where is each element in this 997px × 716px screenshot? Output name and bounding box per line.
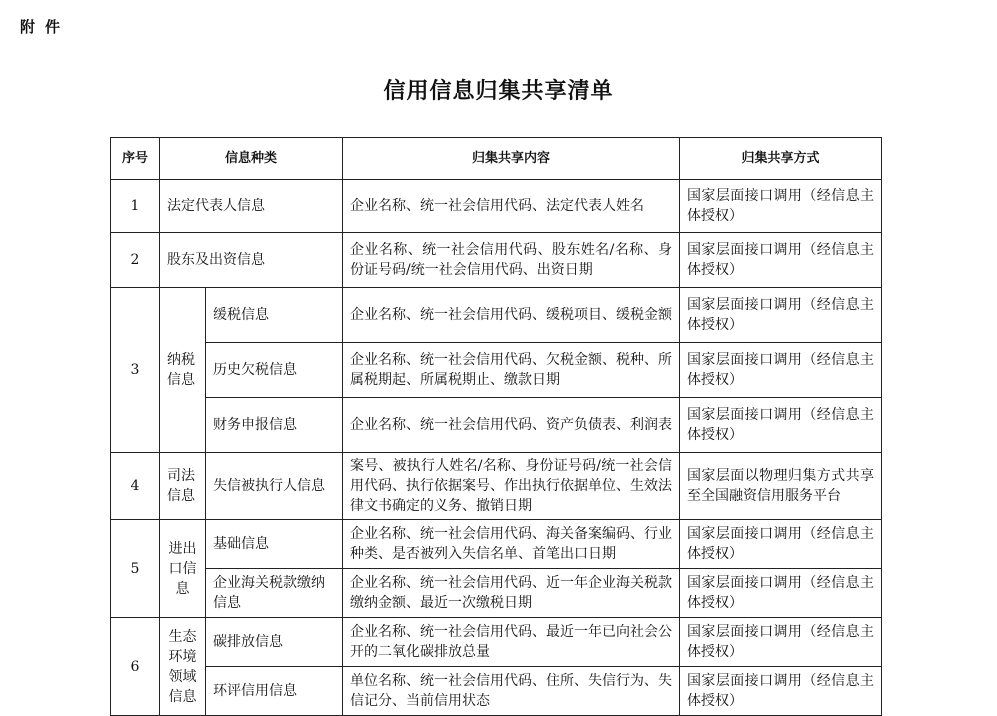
method-cell: 国家层面接口调用（经信息主体授权） [680, 398, 882, 453]
table-row [111, 180, 882, 233]
credit-info-table [110, 137, 882, 716]
table-row [111, 288, 882, 343]
method-cell: 国家层面接口调用（经信息主体授权） [680, 180, 882, 233]
method-cell: 国家层面接口调用（经信息主体授权） [680, 667, 882, 716]
seq-cell: 3 [111, 288, 160, 453]
table-row [111, 398, 882, 453]
content-cell: 案号、被执行人姓名/名称、身份证号码/统一社会信用代码、执行依据案号、作出执行依据单位、生效法律文书确定的义务、撤销日期 [343, 453, 680, 520]
table-row [111, 453, 882, 520]
info-subtype-cell: 碳排放信息 [206, 618, 343, 667]
info-category-cell: 司法信息 [160, 453, 206, 520]
info-category-cell: 纳税信息 [160, 288, 206, 453]
table-row [111, 233, 882, 288]
info-type-cell: 法定代表人信息 [160, 180, 343, 233]
seq-cell: 6 [111, 618, 160, 716]
seq-cell: 5 [111, 520, 160, 618]
header-seq: 序号 [111, 138, 160, 180]
table-header-row [111, 138, 882, 180]
method-cell: 国家层面接口调用（经信息主体授权） [680, 618, 882, 667]
table-row [111, 618, 882, 667]
info-category-cell: 生态环境领域信息 [160, 618, 206, 716]
method-cell: 国家层面以物理归集方式共享至全国融资信用服务平台 [680, 453, 882, 520]
content-cell: 企业名称、统一社会信用代码、最近一年已向社会公开的二氧化碳排放总量 [343, 618, 680, 667]
info-type-cell: 股东及出资信息 [160, 233, 343, 288]
info-subtype-cell: 缓税信息 [206, 288, 343, 343]
header-content: 归集共享内容 [343, 138, 680, 180]
info-subtype-cell: 失信被执行人信息 [206, 453, 343, 520]
info-category-cell: 进出口信息 [160, 520, 206, 618]
method-cell: 国家层面接口调用（经信息主体授权） [680, 520, 882, 569]
seq-cell: 2 [111, 233, 160, 288]
attachment-label: 附件 [20, 18, 71, 36]
method-cell: 国家层面接口调用（经信息主体授权） [680, 288, 882, 343]
content-cell: 企业名称、统一社会信用代码、欠税金额、税种、所属税期起、所属税期止、缴款日期 [343, 343, 680, 398]
content-cell: 企业名称、统一社会信用代码、缓税项目、缓税金额 [343, 288, 680, 343]
content-cell: 企业名称、统一社会信用代码、股东姓名/名称、身份证号码/统一社会信用代码、出资日期 [343, 233, 680, 288]
header-method: 归集共享方式 [680, 138, 882, 180]
info-subtype-cell: 基础信息 [206, 520, 343, 569]
seq-cell: 1 [111, 180, 160, 233]
seq-cell: 4 [111, 453, 160, 520]
page-title: 信用信息归集共享清单 [383, 78, 614, 104]
method-cell: 国家层面接口调用（经信息主体授权） [680, 343, 882, 398]
info-subtype-cell: 环评信用信息 [206, 667, 343, 716]
content-cell: 企业名称、统一社会信用代码、海关备案编码、行业种类、是否被列入失信名单、首笔出口日期 [343, 520, 680, 569]
info-subtype-cell: 历史欠税信息 [206, 343, 343, 398]
table-row [111, 343, 882, 398]
info-subtype-cell: 财务申报信息 [206, 398, 343, 453]
content-cell: 企业名称、统一社会信用代码、近一年企业海关税款缴纳金额、最近一次缴税日期 [343, 569, 680, 618]
table-row [111, 520, 882, 569]
method-cell: 国家层面接口调用（经信息主体授权） [680, 233, 882, 288]
content-cell: 企业名称、统一社会信用代码、资产负债表、利润表 [343, 398, 680, 453]
table-row [111, 667, 882, 716]
info-subtype-cell: 企业海关税款缴纳信息 [206, 569, 343, 618]
table-row [111, 569, 882, 618]
method-cell: 国家层面接口调用（经信息主体授权） [680, 569, 882, 618]
content-cell: 单位名称、统一社会信用代码、住所、失信行为、失信记分、当前信用状态 [343, 667, 680, 716]
content-cell: 企业名称、统一社会信用代码、法定代表人姓名 [343, 180, 680, 233]
header-info-type: 信息种类 [160, 138, 343, 180]
